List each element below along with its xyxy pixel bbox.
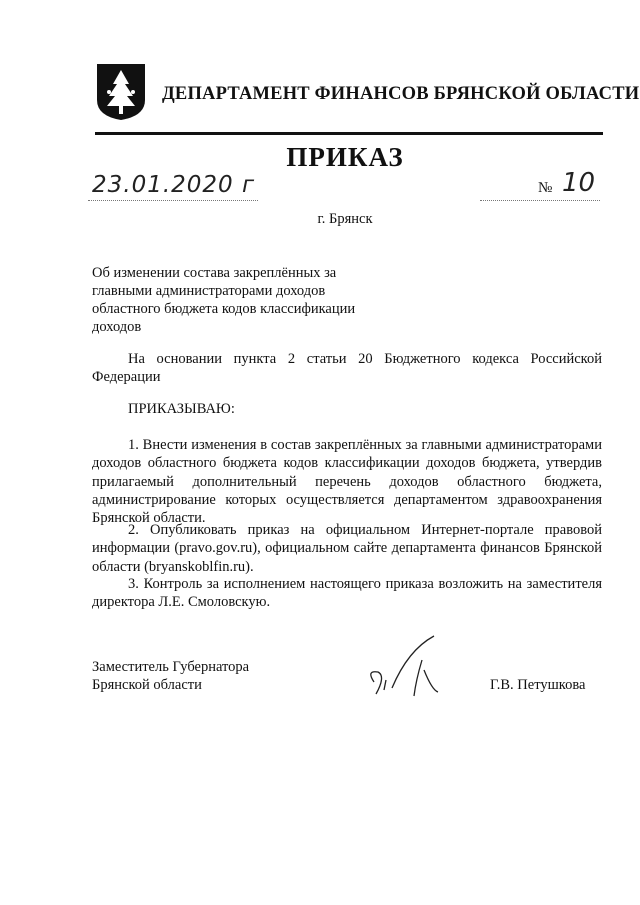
- order-word: ПРИКАЗЫВАЮ:: [128, 401, 235, 417]
- document-title: ПРИКАЗ: [286, 142, 404, 172]
- department-name: ДЕПАРТАМЕНТ ФИНАНСОВ БРЯНСКОЙ ОБЛАСТИ: [162, 84, 640, 104]
- document-city: г. Брянск: [317, 211, 373, 227]
- document-subject: Об изменении состава закреплённых за главными администраторами доходов областного бюджета кодов классификации доходов: [92, 265, 356, 335]
- handwritten-signature: [362, 630, 472, 710]
- order-item-3: 3. Контроль за исполнением настоящего приказа возложить на заместителя директора Л.Е. Смоловскую.: [92, 576, 602, 611]
- position-line-2: Брянской области: [92, 677, 202, 693]
- order-date: 23.01.2020 г: [92, 172, 256, 198]
- number-label: №: [538, 180, 553, 196]
- order-item-2: 2. Опубликовать приказ на официальном Интернет-портале правовой информации (pravo.gov.ru), официальном сайте департамента финансов Брянской области (bryanskoblfin.ru).: [92, 522, 602, 575]
- signatory-position: [92, 658, 249, 694]
- order-item-1: 1. Внести изменения в состав закреплённых за главными администраторами доходов областного бюджета кодов классификации доходов бюджета, утвердив прилагаемый дополнительный перечень доходов областного бюджета, администрирование которых осуществляется департаментом здравоохранения Брянской области.: [92, 437, 602, 527]
- signatory-name: Г.В. Петушкова: [490, 677, 586, 693]
- order-number: 10: [562, 168, 596, 198]
- coat-of-arms-icon: [95, 62, 147, 122]
- number-underline: [480, 200, 600, 201]
- basis-paragraph: На основании пункта 2 статьи 20 Бюджетного кодекса Российской Федерации: [92, 351, 602, 386]
- position-line-1: Заместитель Губернатора: [92, 659, 250, 675]
- date-underline: [88, 200, 258, 201]
- header-divider: [95, 132, 603, 135]
